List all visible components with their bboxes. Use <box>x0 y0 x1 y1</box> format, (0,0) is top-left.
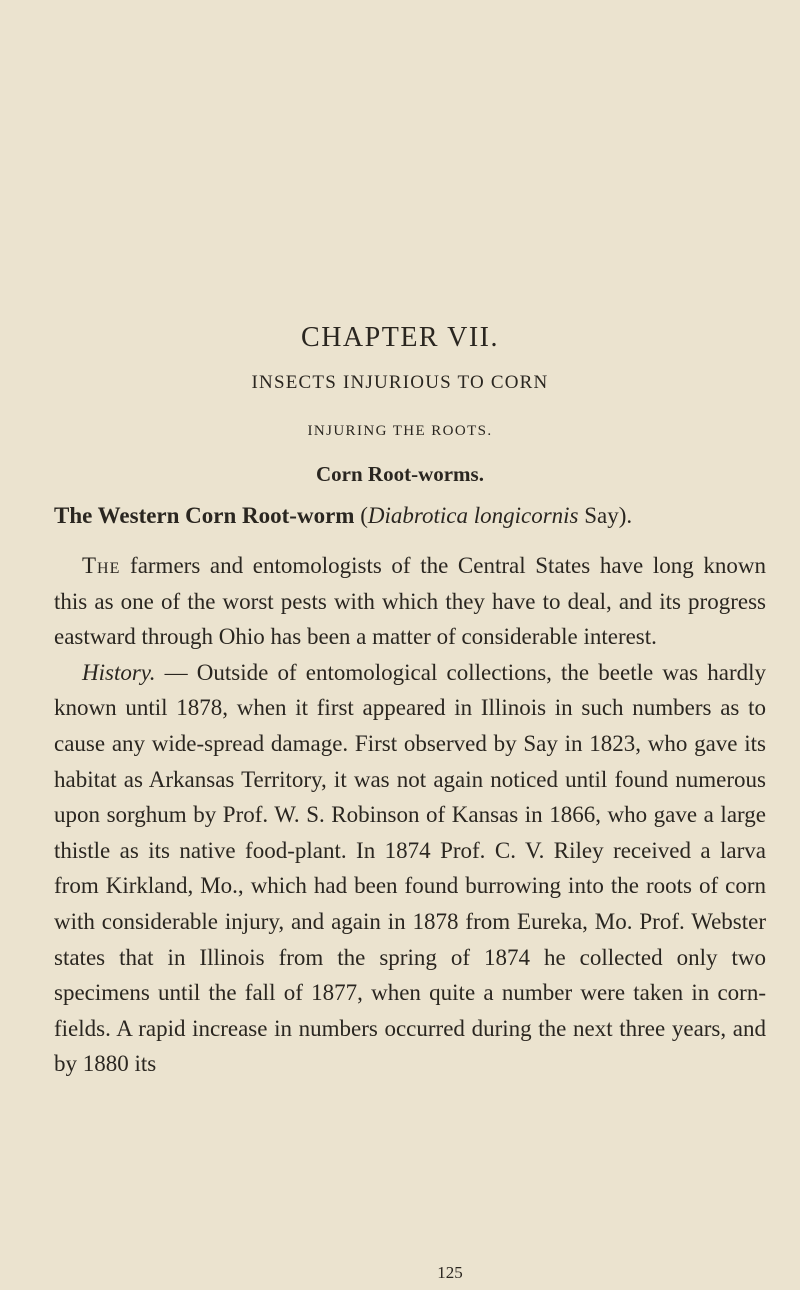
paragraph-history-text: — Outside of entomological collections, the beetle was hardly known until 1878, when it first appeared in Illinois in such numbers as to cause any wide-spread damage. First observed by Say in 1823, who gave its habitat as Arkansas Territory, it was not again noticed until found numerous upon sorghum by Prof. W. S. Robinson of Kansas in 1866, who gave a large thistle as its native food-plant. In 1874 Prof. C. V. Riley received a larva from Kirkland, Mo., which had been found burrowing into the roots of corn with considerable injury, and again in 1878 from Eureka, Mo. Prof. Webster states that in Illinois from the spring of 1874 he collected only two specimens until the fall of 1877, when quite a number were taken in corn-fields. A rapid increase in numbers occurred during the next three years, and by 1880 its <box>54 659 767 1077</box>
body-text <box>54 548 766 1082</box>
paragraph-history <box>54 655 766 1082</box>
species-heading <box>54 503 774 529</box>
paragraph-intro <box>54 548 766 655</box>
paragraph-intro-text: farmers and entomologists of the Central States have long known this as one of the worst pests with which they have to deal, and its progress eastward through Ohio has been a matter of considerable interest. <box>54 553 767 650</box>
subsection-title: INJURING THE ROOTS. <box>307 423 493 439</box>
section-title: INSECTS INJURIOUS TO CORN <box>251 372 549 393</box>
paragraph-history-lead: History. <box>82 659 156 685</box>
paragraph-intro-lead: The <box>82 553 121 578</box>
topic-title: Corn Root-worms. <box>316 462 484 486</box>
species-authority: Say <box>584 503 619 528</box>
species-close: ). <box>618 503 633 528</box>
species-common-name: The Western Corn Root-worm <box>54 503 355 528</box>
species-open-paren: ( <box>360 503 368 528</box>
chapter-heading: CHAPTER VII. <box>301 322 499 353</box>
page-number: 125 <box>437 1263 463 1282</box>
species-scientific-name: Diabrotica longicornis <box>367 503 579 528</box>
